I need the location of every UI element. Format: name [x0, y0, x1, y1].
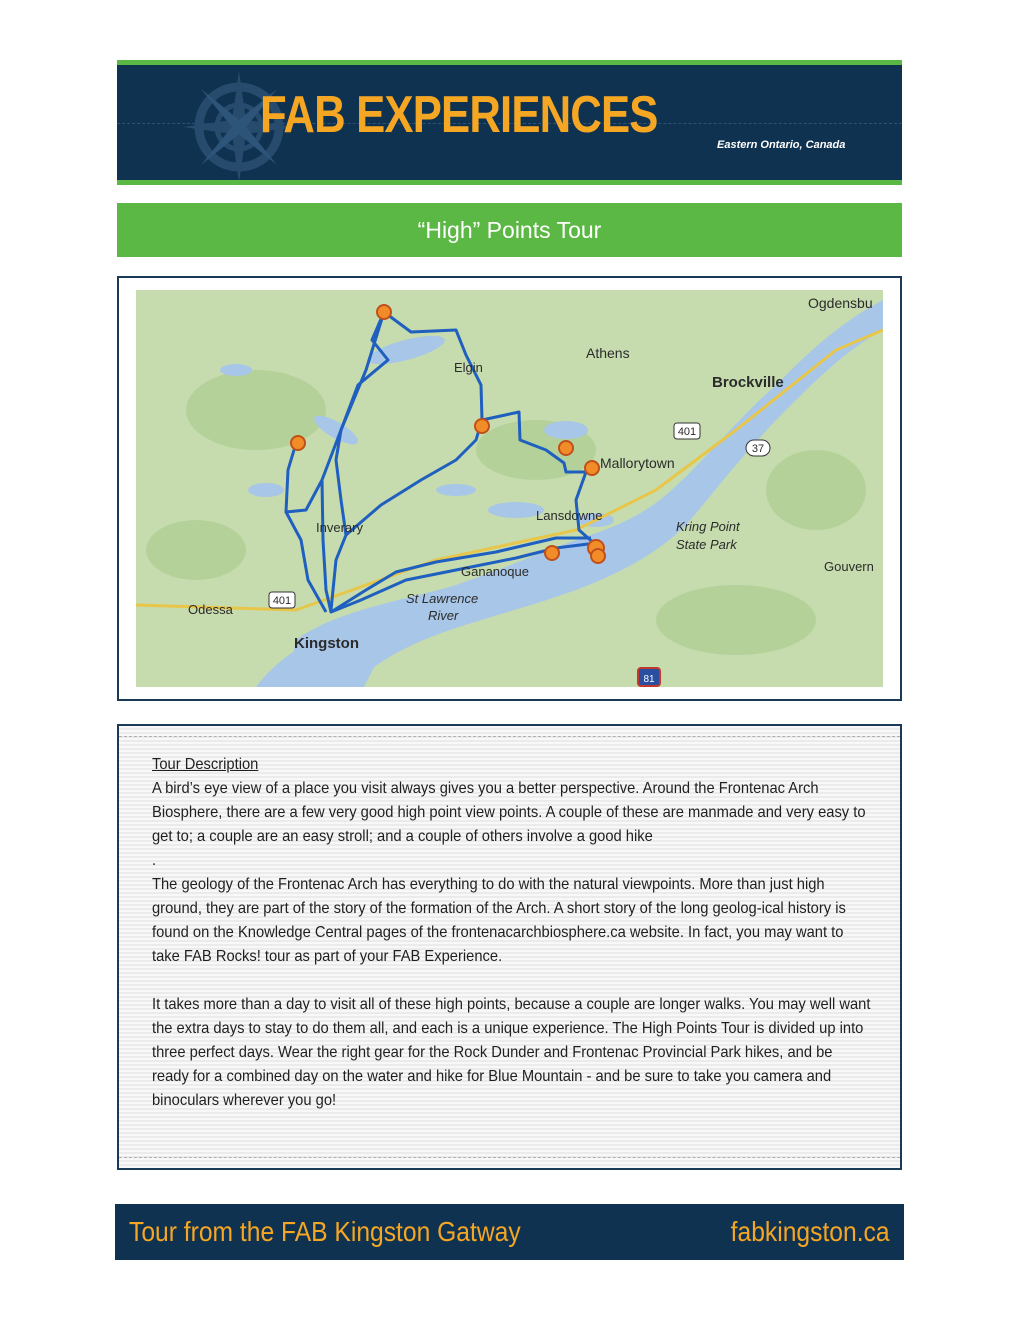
header-banner	[117, 60, 902, 185]
highway-shield-icon	[746, 440, 770, 456]
label-elgin: Elgin	[454, 360, 483, 375]
highway-shield-icon	[269, 592, 295, 608]
label-kring-point: Kring Point	[676, 519, 740, 534]
label-state-park: State Park	[676, 537, 737, 552]
shield-37: 37	[751, 443, 765, 455]
shield-i81: 81	[643, 674, 655, 685]
page-title: “High” Points Tour	[417, 216, 602, 243]
label-st-lawrence: St Lawrence	[406, 591, 479, 606]
viewpoint-marker-icon	[475, 419, 489, 433]
description-paragraph-3: It takes more than a day to visit all of these high points, because a couple are longer walks. You may well want the extra days to stay to do them all, and each is a unique experience. The High Points Tour is divided up into three perfect days. Wear the right gear for the Rock Dunder and Frontenac Provincial Park hikes, and be ready for a combined day on the water and hike for Blue Mountain - and be sure to take you camera and binoculars wherever you go!	[152, 996, 871, 1109]
description-paragraph-1-end: .	[152, 852, 157, 869]
footer-website-link[interactable]: fabkingston.ca	[731, 1216, 890, 1247]
map-frame	[117, 276, 902, 701]
map-svg	[136, 290, 883, 687]
label-athens: Athens	[586, 345, 630, 361]
label-river: River	[428, 608, 459, 623]
description-paragraph-1: A bird’s eye view of a place you visit always gives you a better perspective. Around the Frontenac Arch Biosphere, there are a few very good high point view points. A couple of these are manmade and very easy to get to; a couple are an easy stroll; and a couple of others involve a good hike	[152, 780, 866, 845]
route-map	[136, 290, 883, 687]
viewpoint-marker-icon	[559, 441, 573, 455]
description-paragraph-2: The geology of the Frontenac Arch has everything to do with the natural viewpoints. More than just high ground, they are part of the story of the formation of the Arch. A short story of the long geolog-ical history is found on the Knowledge Central pages of the frontenacarchbiosphere.ca website. In fact, you may want to take FAB Rocks! tour as part of your FAB Experience.	[152, 876, 846, 965]
brand-logo: FAB EXPERIENCES	[260, 86, 658, 144]
description-text	[152, 753, 872, 1113]
shield-401-west: 401	[272, 595, 292, 607]
viewpoint-marker-icon	[377, 305, 391, 319]
highway-shield-icon	[674, 423, 700, 439]
viewpoint-marker-icon	[585, 461, 599, 475]
tour-description-box	[117, 724, 902, 1170]
label-inverary: Inverary	[316, 520, 363, 535]
viewpoint-marker-icon	[545, 546, 559, 560]
highway-shield-icon	[638, 668, 660, 686]
label-kingston: Kingston	[294, 635, 359, 652]
viewpoint-marker-icon	[591, 549, 605, 563]
viewpoint-marker-icon	[291, 436, 305, 450]
label-ogdensburg: Ogdensbu	[808, 295, 873, 311]
label-lansdowne: Lansdowne	[536, 508, 603, 523]
label-brockville: Brockville	[712, 374, 784, 391]
title-bar	[117, 203, 902, 257]
label-gananoque: Gananoque	[461, 564, 529, 579]
top-dash-line	[119, 736, 900, 737]
tagline: Eastern Ontario, Canada	[717, 139, 846, 151]
footer-tagline: Tour from the FAB Kingston Gatway	[129, 1216, 521, 1247]
label-mallorytown: Mallorytown	[600, 455, 675, 471]
description-heading: Tour Description	[152, 756, 259, 773]
footer-bar	[115, 1204, 904, 1260]
label-gouverneur: Gouvern	[824, 559, 874, 574]
bottom-dash-line	[119, 1157, 900, 1158]
label-odessa: Odessa	[188, 602, 233, 617]
shield-401-east: 401	[677, 426, 697, 438]
